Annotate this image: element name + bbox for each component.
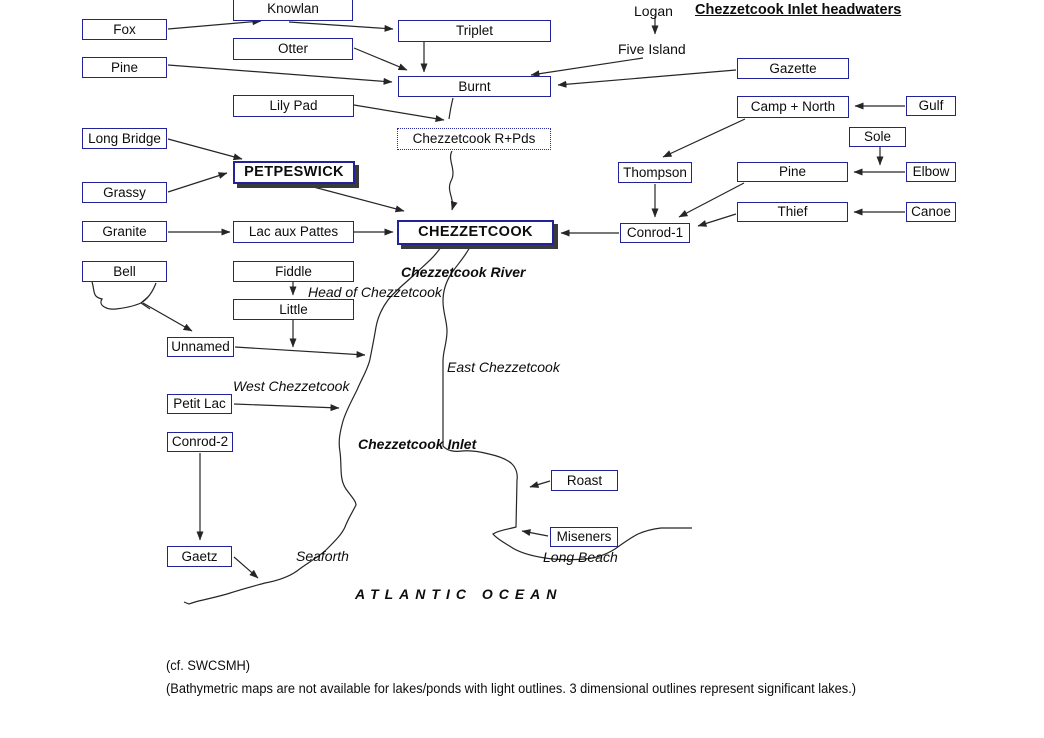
edge-petit-lac-river: [234, 404, 339, 408]
node-gulf: Gulf: [906, 96, 956, 116]
node-canoe: Canoe: [906, 202, 956, 222]
label-long-beach: Long Beach: [543, 549, 618, 565]
label-chezzetcook-inlet: Chezzetcook Inlet: [358, 436, 477, 452]
node-knowlan: Knowlan: [233, 0, 353, 21]
edge-petpeswick-chezzetcook: [306, 185, 404, 211]
node-bell: Bell: [82, 261, 167, 282]
node-pine-east: Pine: [737, 162, 848, 182]
label-atlantic-ocean: ATLANTIC OCEAN: [355, 586, 563, 602]
node-lily-pad: Lily Pad: [233, 95, 354, 117]
node-otter: Otter: [233, 38, 353, 60]
node-conrod-1: Conrod-1: [620, 223, 690, 243]
label-head-of-chezzetcook: Head of Chezzetcook: [308, 284, 442, 300]
label-logan: Logan: [634, 3, 673, 19]
node-fox: Fox: [82, 19, 167, 40]
edge-lily-pad-rpds: [354, 105, 444, 120]
edge-bell-unnamed: [143, 303, 192, 331]
node-lac-aux-pattes: Lac aux Pattes: [233, 221, 354, 243]
edge-otter-burnt: [354, 48, 407, 70]
node-long-bridge: Long Bridge: [82, 128, 167, 149]
edge-gaetz-coast: [234, 557, 258, 578]
node-petpeswick: PETPESWICK: [233, 161, 355, 184]
label-chezzetcook-river: Chezzetcook River: [401, 264, 526, 280]
node-camp-north: Camp + North: [737, 96, 849, 118]
node-unnamed: Unnamed: [167, 337, 234, 357]
node-elbow: Elbow: [906, 162, 956, 182]
edge-knowlan-triplet: [289, 22, 393, 29]
node-triplet: Triplet: [398, 20, 551, 42]
node-grassy: Grassy: [82, 182, 167, 203]
node-petit-lac: Petit Lac: [167, 394, 232, 414]
label-five-island: Five Island: [618, 41, 686, 57]
edge-pine-west-burnt: [168, 65, 392, 82]
node-gazette: Gazette: [737, 58, 849, 79]
label-west-chezzetcook: West Chezzetcook: [233, 378, 350, 394]
edge-thief-conrod1: [698, 214, 736, 226]
edge-pine-east-conrod1: [679, 183, 744, 217]
edge-roast-inlet: [530, 481, 550, 487]
edge-miseners-inlet: [522, 531, 548, 536]
edge-gazette-burnt: [558, 70, 736, 85]
label-seaforth: Seaforth: [296, 548, 349, 564]
node-granite: Granite: [82, 221, 167, 242]
footnote-legend: (Bathymetric maps are not available for lakes/ponds with light outlines. 3 dimensional outlines represent significant lakes.): [166, 681, 857, 696]
footnote-reference: (cf. SWCSMH): [166, 658, 251, 673]
edge-long-bridge-petpeswick: [168, 139, 242, 159]
node-thompson: Thompson: [618, 162, 692, 183]
node-conrod-2: Conrod-2: [167, 432, 233, 452]
node-little: Little: [233, 299, 354, 320]
label-east-chezzetcook: East Chezzetcook: [447, 359, 560, 375]
node-sole: Sole: [849, 127, 906, 147]
node-miseners: Miseners: [550, 527, 618, 547]
node-burnt: Burnt: [398, 76, 551, 97]
node-roast: Roast: [551, 470, 618, 491]
node-gaetz: Gaetz: [167, 546, 232, 567]
river-east-bank-inlet-and-long-beach-coast: [443, 247, 692, 560]
node-thief: Thief: [737, 202, 848, 222]
page-title: Chezzetcook Inlet headwaters: [695, 2, 902, 18]
node-chezzetcook-r-pds: Chezzetcook R+Pds: [397, 128, 551, 150]
node-chezzetcook: CHEZZETCOOK: [397, 220, 554, 245]
edge-grassy-petpeswick: [168, 173, 227, 192]
node-pine-west: Pine: [82, 57, 167, 78]
edge-five-island-burnt: [531, 58, 643, 75]
edge-burnt-rpds: [449, 98, 453, 119]
edge-fox-knowlan: [168, 21, 261, 29]
edge-rpds-chezzetcook: [449, 151, 453, 210]
edge-unnamed-river: [235, 347, 365, 355]
edge-camp-north-thompson: [663, 119, 745, 157]
node-fiddle: Fiddle: [233, 261, 354, 282]
